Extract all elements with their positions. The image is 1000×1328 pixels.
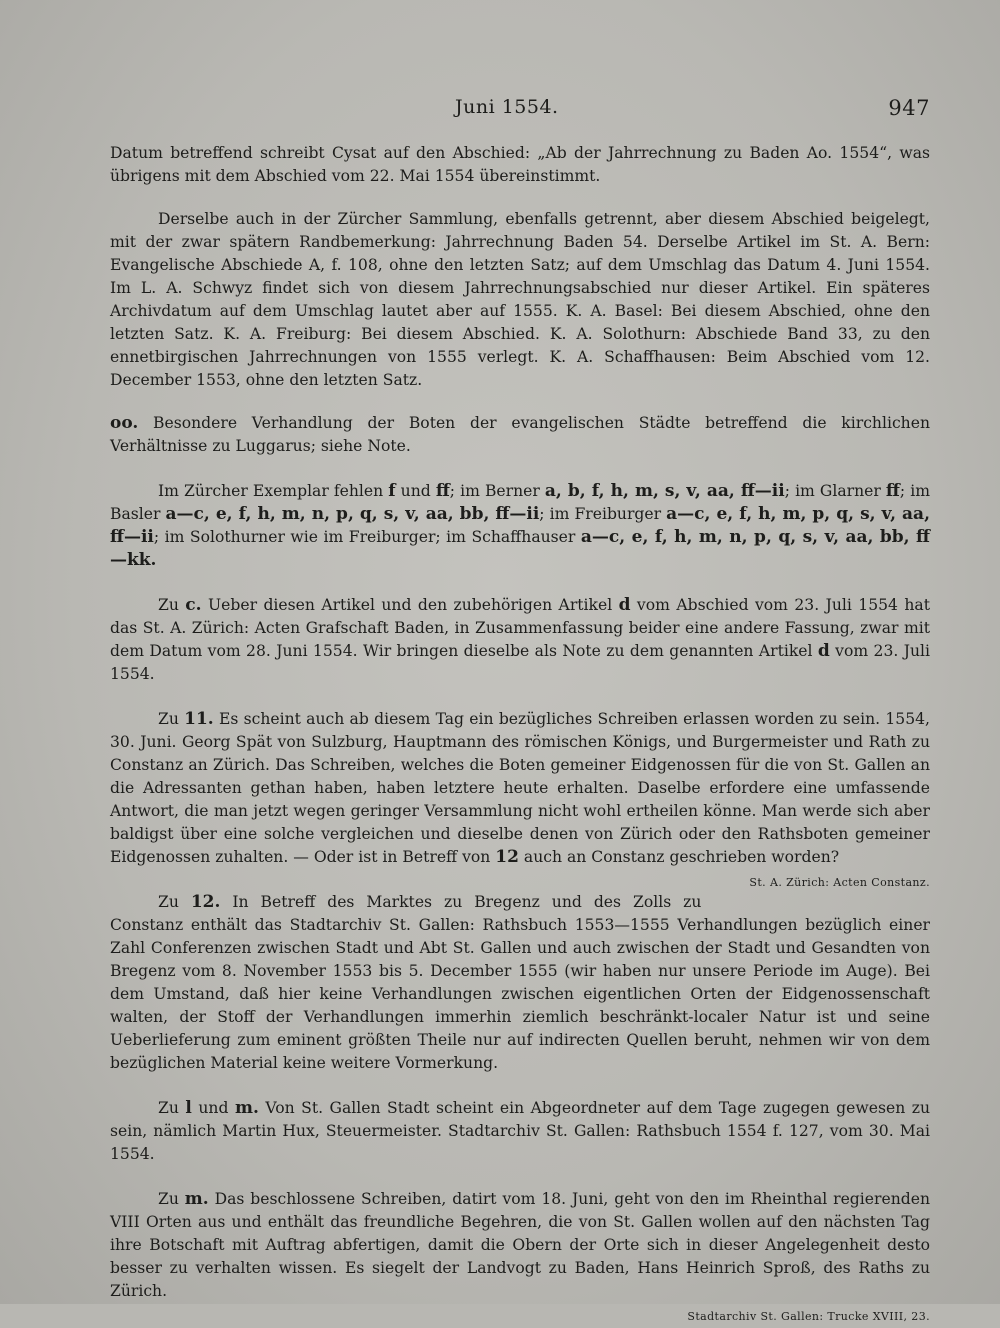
- text-run: auch an Constanz geschrieben worden?: [518, 848, 840, 866]
- article-ref: l: [185, 1098, 192, 1118]
- text-run: In Betreff des Marktes zu Bregenz und des Zolls zu Constanz enthält das Stadtarchiv St. Gallen: Rathsbuch 1553—1555 Verhandlungen bezüglich einer Zahl Conferenzen zwischen Stadt und Abt St. Gallen und auch zwischen der Stadt und Gesandten von Bregenz vom 8. November 1553 bis 5. December 1555 (wir haben nur unsere Periode im Auge). Bei dem Umstand, daß hier keine Verhandlungen zwischen eigentlichen Orten der Eidgenossenschaft walten, der Stoff der Verhandlungen immerhin ziemlich beschränkt-localer Natur ist und seine Ueberlieferung zum eminent größten Theile nur auf indirecten Quellen beruht, nehmen wir von dem bezüglichen Material keine weitere Vormerkung.: [110, 893, 930, 1072]
- page-body: [110, 142, 930, 1328]
- article-ref: a—c, e, f, h, m, p, q, s, v, aa, ff—ii: [110, 504, 930, 547]
- text-run: ; im Berner: [449, 482, 545, 500]
- paragraph-oo: [110, 412, 930, 458]
- text-run: vom 23. Juli 1554.: [110, 642, 930, 683]
- article-ref: a—c, e, f, h, m, n, p, q, s, v, aa, bb, ff—ii: [165, 504, 540, 524]
- text-run: vom Abschied vom 23. Juli 1554 hat das St. A. Zürich: Acten Grafschaft Baden, in Zusammenfassung beider eine andere Fassung, zwar mit dem Datum vom 28. Juni 1554. Wir bringen dieselbe als Note zu dem genannten Artikel: [110, 596, 930, 660]
- paragraph-zu-11: [110, 708, 930, 889]
- text-run: und: [191, 1099, 235, 1117]
- paragraph-zu-l-m: [110, 1097, 930, 1166]
- text-run: Zu: [158, 596, 186, 614]
- text-run: ; im Solothurner wie im Freiburger; im Schaffhauser: [153, 528, 581, 546]
- section-label-oo: oo.: [110, 413, 139, 433]
- article-ref: f: [388, 481, 396, 501]
- text-run: Ueber diesen Artikel und den zubehörigen Artikel: [201, 596, 619, 614]
- source-citation: St. A. Zürich: Acten Constanz.: [749, 876, 930, 889]
- paragraph-oo-text: Besondere Verhandlung der Boten der evangelischen Städte betreffend die kirchlichen Verhältnisse zu Luggarus; siehe Note.: [110, 414, 930, 455]
- source-citation: Stadtarchiv St. Gallen: Trucke XVIII, 23.: [687, 1310, 930, 1323]
- text-run: Zu: [158, 1099, 186, 1117]
- text-run: ; im Basler: [110, 482, 930, 523]
- article-ref: d: [618, 595, 631, 615]
- text-run: ; im Glarner: [784, 482, 886, 500]
- article-ref: a—c, e, f, h, m, n, p, q, s, v, aa, bb, ff—kk.: [110, 527, 930, 570]
- article-ref: 11.: [184, 709, 214, 729]
- text-run: Zu: [158, 893, 191, 911]
- text-run: Von St. Gallen Stadt scheint ein Abgeordneter auf dem Tage zugegen gewesen zu sein, nämlich Martin Hux, Steuermeister. Stadtarchiv St. Gallen: Rathsbuch 1554 f. 127, vom 30. Mai 1554.: [110, 1099, 931, 1163]
- text-run: Im Zürcher Exemplar fehlen: [158, 482, 389, 500]
- article-ref: ff: [885, 481, 900, 501]
- article-ref: c.: [185, 595, 202, 615]
- article-ref: m.: [234, 1098, 259, 1118]
- article-ref: 12.: [190, 892, 221, 912]
- text-run: und: [395, 482, 436, 500]
- paragraph-zu-m: [110, 1188, 930, 1303]
- text-run: Zu: [158, 1190, 185, 1208]
- text-run: Es scheint auch ab diesem Tag ein bezügliches Schreiben erlassen worden zu sein. 1554, 30. Juni. Georg Spät von Sulzburg, Hauptmann des römischen Königs, und Burgermeister und Rath zu Constanz an Zürich. Das Schreiben, welches die Boten gemeiner Eidgenossen für die von St. Gallen an die Adressanten gethan haben, haben letztere heute erhalten. Daselbe erfordere eine umfassende Antwort, die man jetzt wegen geringer Versammlung nicht wohl ertheilen könne. Man werde sich aber baldigst über eine solche vergleichen und dieselbe denen von Zürich oder den Rathsboten gemeiner Eidgenossen zuhalten. — Oder ist in Betreff von: [110, 710, 930, 866]
- paragraph-1: Datum betreffend schreibt Cysat auf den Abschied: „Ab der Jahrrechnung zu Baden Ao. 1554“, was übrigens mit dem Abschied vom 22. Mai 1554 übereinstimmt.: [110, 144, 930, 185]
- page-number: 947: [888, 96, 930, 120]
- running-title: Juni 1554.: [455, 96, 559, 118]
- article-ref: 12: [495, 847, 519, 867]
- article-ref: ff: [435, 481, 450, 501]
- text-run: Das beschlossene Schreiben, datirt vom 18. Juni, geht von den im Rheinthal regierenden VIII Orten aus und enthält das freundliche Begehren, die von St. Gallen wollen auf den nächsten Tag ihre Botschaft mit Auftrag abfertigen, damit die Obern der Orte sich in dieser Angelegenheit desto besser zu verhalten wissen. Es siegelt der Landvogt zu Baden, Hans Heinrich Sproß, des Raths zu Zürich.: [110, 1190, 930, 1300]
- text-run: ; im Freiburger: [539, 505, 667, 523]
- article-ref: d: [817, 641, 830, 661]
- paragraph-zu-c: [110, 594, 930, 686]
- paragraph-zu-12: [110, 891, 930, 1075]
- page-header: [110, 96, 930, 126]
- article-ref: m.: [184, 1189, 209, 1209]
- article-ref: a, b, f, h, m, s, v, aa, ff—ii: [544, 481, 785, 501]
- paragraph-exemplar: [110, 480, 930, 572]
- paragraph-2: Derselbe auch in der Zürcher Sammlung, ebenfalls getrennt, aber diesem Abschied beigelegt, mit der zwar spätern Randbemerkung: Jahrrechnung Baden 54. Derselbe Artikel im St. A. Bern: Evangelische Abschiede A, f. 108, ohne den letzten Satz; auf dem Umschlag das Datum 4. Juni 1554. Im L. A. Schwyz findet sich von diesem Jahrrechnungsabschied nur dieser Artikel. Ein späteres Archivdatum auf dem Umschlag lautet aber auf 1555. K. A. Basel: Bei diesem Abschied, ohne den letzten Satz. K. A. Freiburg: Bei diesem Abschied. K. A. Solothurn: Abschiede Band 33, zu den ennetbirgischen Jahrrechnungen von 1555 verlegt. K. A. Schaffhausen: Beim Abschied vom 12. December 1553, ohne den letzten Satz.: [110, 210, 930, 389]
- text-run: Zu: [158, 710, 185, 728]
